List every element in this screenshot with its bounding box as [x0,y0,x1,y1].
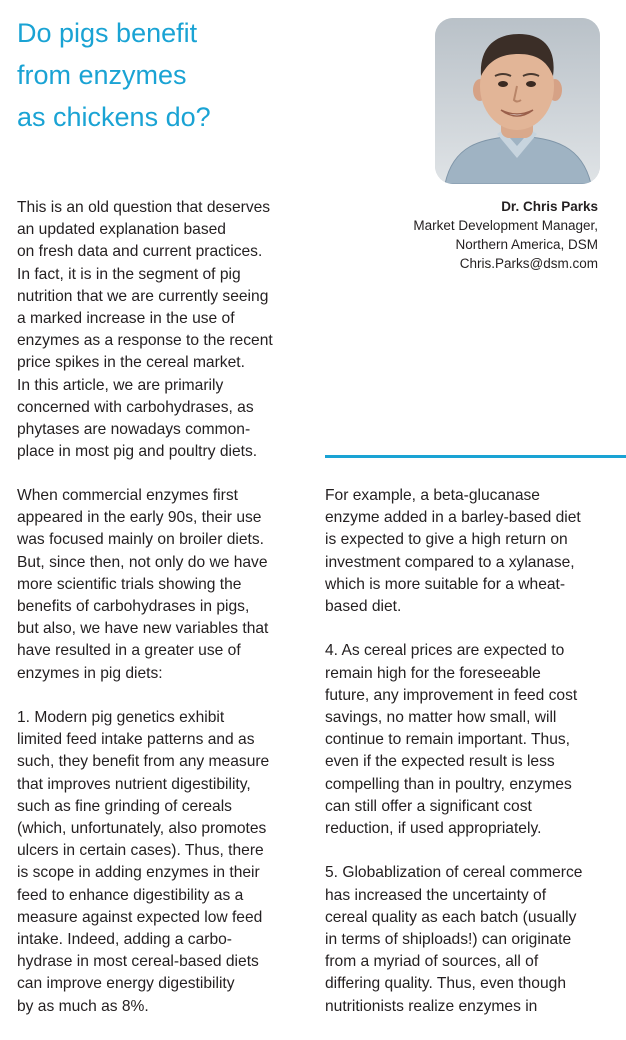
text-line: which is more suitable for a wheat- [325,575,566,593]
text-line: based diet. [325,598,402,616]
article-title [17,12,211,138]
text-line: an updated explanation based [17,221,226,239]
text-line: more scientific trials showing the [17,575,242,593]
text-line: (which, unfortunately, also promotes [17,820,267,838]
text-line: When commercial enzymes first [17,487,238,504]
text-line: from a myriad of sources, all of [325,953,539,971]
right-column [325,485,582,1040]
text-line: on fresh data and current practices. [17,243,263,261]
text-line: intake. Indeed, adding a carbo- [17,931,233,949]
text-line: enzymes in pig diets: [17,664,163,682]
author-region: Northern America, DSM [455,237,598,252]
text-line: limited feed intake patterns and as [17,731,255,749]
text-line: hydrase in most cereal-based diets [17,953,259,971]
title-line: Do pigs benefit [17,18,198,48]
author-byline [413,197,598,273]
text-line: is expected to give a high return on [325,531,568,549]
paragraph [17,707,269,1018]
text-line: nutrition that we are currently seeing [17,287,269,305]
text-line: savings, no matter how small, will [325,709,557,727]
text-line: cereal quality as each batch (usually [325,908,577,926]
text-line: benefits of carbohydrases in pigs, [17,598,250,616]
text-line: 5. Globablization of cereal commerce [325,864,583,882]
text-line: measure against expected low feed [17,908,263,926]
text-line: place in most pig and poultry diets. [17,443,258,461]
text-line: differing quality. Thus, even though [325,975,567,993]
text-line: 1. Modern pig genetics exhibit [17,709,225,727]
text-line: ulcers in certain cases). Thus, there [17,842,264,860]
text-line: In this article, we are primarily [17,376,224,394]
text-line: is scope in adding enzymes in their [17,864,260,882]
author-name: Dr. Chris Parks [501,199,598,214]
text-line: appeared in the early 90s, their use [17,509,262,527]
section-divider [325,455,626,458]
text-line: that improves nutrient digestibility, [17,775,251,793]
text-line: enzymes as a response to the recent [17,332,273,350]
text-line: have resulted in a greater use of [17,642,241,660]
author-email: Chris.Parks@dsm.com [459,256,598,271]
text-line: feed to enhance digestibility as a [17,886,244,904]
text-line: such, they benefit from any measure [17,753,270,771]
author-portrait-image [435,18,600,184]
text-line: future, any improvement in feed cost [325,686,578,704]
author-photo [435,18,600,184]
title-line: from enzymes [17,60,187,90]
text-line: price spikes in the cereal market. [17,354,245,372]
paragraph [325,862,582,1017]
text-line: nutritionists realize enzymes in [325,997,538,1015]
text-line: was focused mainly on broiler diets. [17,531,265,549]
text-line: a marked increase in the use of [17,310,235,328]
paragraph [325,485,582,618]
text-line: phytases are nowadays common- [17,421,251,439]
author-role: Market Development Manager, [413,218,598,233]
paragraph [325,640,582,840]
paragraph [17,485,269,685]
text-line: For example, a beta-glucanase [325,487,540,504]
text-line: in terms of shiploads!) can originate [325,931,572,949]
intro-paragraph [17,197,273,463]
text-line: can improve energy digestibility [17,975,235,993]
text-line: This is an old question that deserves [17,199,271,216]
text-line: But, since then, not only do we have [17,553,268,571]
left-column [17,485,269,1040]
text-line: by as much as 8%. [17,997,149,1015]
text-line: investment compared to a xylanase, [325,553,575,571]
text-line: has increased the uncertainty of [325,886,547,904]
text-line: reduction, if used appropriately. [325,820,542,838]
text-line: compelling than in poultry, enzymes [325,775,572,793]
title-line: as chickens do? [17,102,211,132]
text-line: remain high for the foreseeable [325,664,541,682]
text-line: continue to remain important. Thus, [325,731,571,749]
text-line: concerned with carbohydrases, as [17,398,254,416]
text-line: such as fine grinding of cereals [17,797,232,815]
text-line: enzyme added in a barley-based diet [325,509,581,527]
text-line: but also, we have new variables that [17,620,269,638]
text-line: In fact, it is in the segment of pig [17,265,241,283]
text-line: 4. As cereal prices are expected to [325,642,565,660]
text-line: can still offer a significant cost [325,797,532,815]
text-line: even if the expected result is less [325,753,555,771]
